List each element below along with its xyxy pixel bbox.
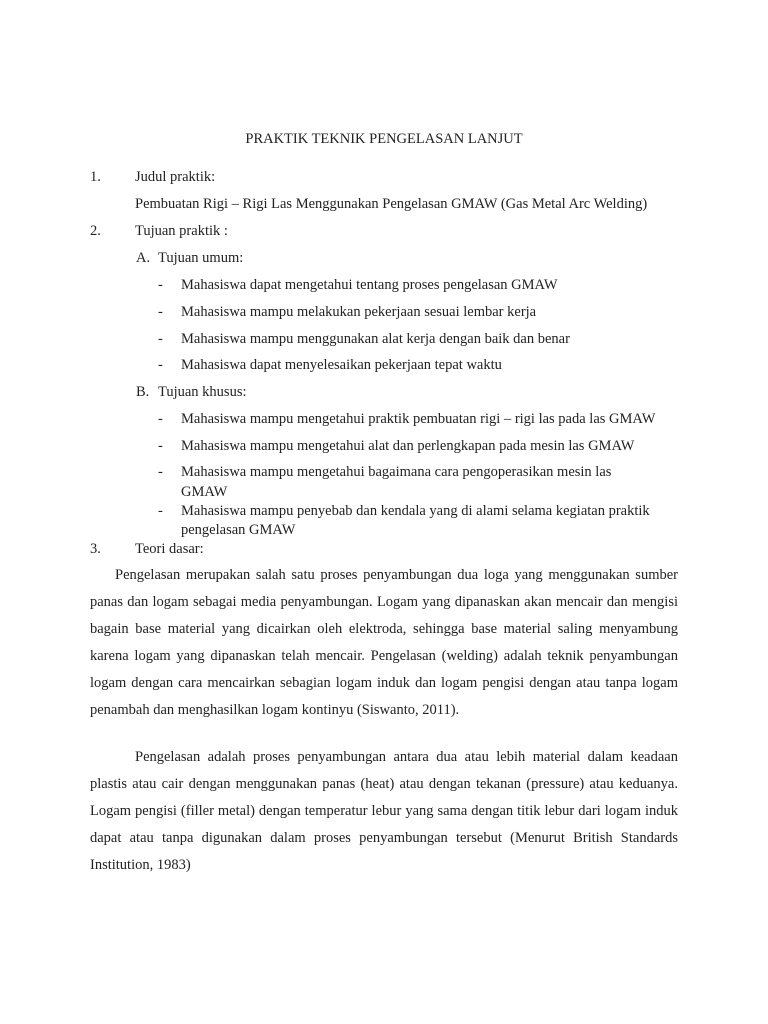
tujuan-umum-item: Mahasiswa dapat mengetahui tentang proses pengelasan GMAW <box>181 277 558 293</box>
judul-text: Pembuatan Rigi – Rigi Las Menggunakan Pengelasan GMAW (Gas Metal Arc Welding) <box>135 196 648 212</box>
tujuan-umum-item: Mahasiswa mampu menggunakan alat kerja dengan baik dan benar <box>181 331 570 347</box>
tujuan-khusus-item: Mahasiswa mampu mengetahui alat dan perlengkapan pada mesin las GMAW <box>181 438 635 454</box>
section-1-heading: Judul praktik: <box>135 169 216 185</box>
tujuan-umum-label: Tujuan umum: <box>158 250 244 266</box>
tujuan-khusus-marker: B. <box>136 384 150 400</box>
tujuan-khusus-label: Tujuan khusus: <box>158 384 247 400</box>
document-title: PRAKTIK TEKNIK PENGELASAN LANJUT <box>245 131 523 147</box>
section-2-number: 2. <box>90 223 101 239</box>
tujuan-khusus-item: Mahasiswa mampu mengetahui bagaimana cara pengoperasikan mesin las <box>181 464 612 480</box>
bullet-dash: - <box>158 503 163 519</box>
tujuan-khusus-item-continuation: pengelasan GMAW <box>181 522 296 538</box>
teori-paragraph-text: Pengelasan adalah proses penyambungan antara dua atau lebih material dalam keadaan plastis atau cair dengan menggunakan panas (heat) atau dengan tekanan (pressure) atau keduanya. Logam pengisi (filler metal) dengan temperatur lebur yang sama dengan titik lebur dari logam induk dapat atau tanpa digunakan dalam proses penyambungan tersebut (Menurut British Standards Institution, 1983) <box>90 749 678 873</box>
tujuan-khusus-item: Mahasiswa mampu mengetahui praktik pembuatan rigi – rigi las pada las GMAW <box>181 411 656 427</box>
bullet-dash: - <box>158 438 163 454</box>
tujuan-khusus-item: Mahasiswa mampu penyebab dan kendala yang di alami selama kegiatan praktik <box>181 503 650 519</box>
teori-paragraph-2 <box>90 744 678 879</box>
section-1-number: 1. <box>90 169 101 185</box>
tujuan-umum-marker: A. <box>136 250 151 266</box>
bullet-dash: - <box>158 464 163 480</box>
teori-paragraph-1 <box>90 562 678 724</box>
bullet-dash: - <box>158 331 163 347</box>
tujuan-khusus-item-continuation: GMAW <box>181 484 228 500</box>
tujuan-umum-item: Mahasiswa mampu melakukan pekerjaan sesuai lembar kerja <box>181 304 537 320</box>
tujuan-umum-item: Mahasiswa dapat menyelesaikan pekerjaan tepat waktu <box>181 357 502 373</box>
section-3-number: 3. <box>90 541 101 557</box>
bullet-dash: - <box>158 357 163 373</box>
teori-paragraph-text: Pengelasan merupakan salah satu proses penyambungan dua loga yang menggunakan sumber panas dan logam sebagai media penyambungan. Logam yang dipanaskan akan mencair dan mengisi bagain base material yang dicairkan oleh elektroda, sehingga base material saling menyambung karena logam yang dipanaskan telah mencair. Pengelasan (welding) adalah teknik penyambungan logam dengan cara mencairkan sebagian logam induk dan logam pengisi dengan atau tanpa logam penambah dan menghasilkan logam kontinyu (Siswanto, 2011). <box>90 567 678 718</box>
section-2-heading: Tujuan praktik : <box>135 223 228 239</box>
bullet-dash: - <box>158 277 163 293</box>
bullet-dash: - <box>158 411 163 427</box>
section-3-heading: Teori dasar: <box>135 541 204 557</box>
bullet-dash: - <box>158 304 163 320</box>
